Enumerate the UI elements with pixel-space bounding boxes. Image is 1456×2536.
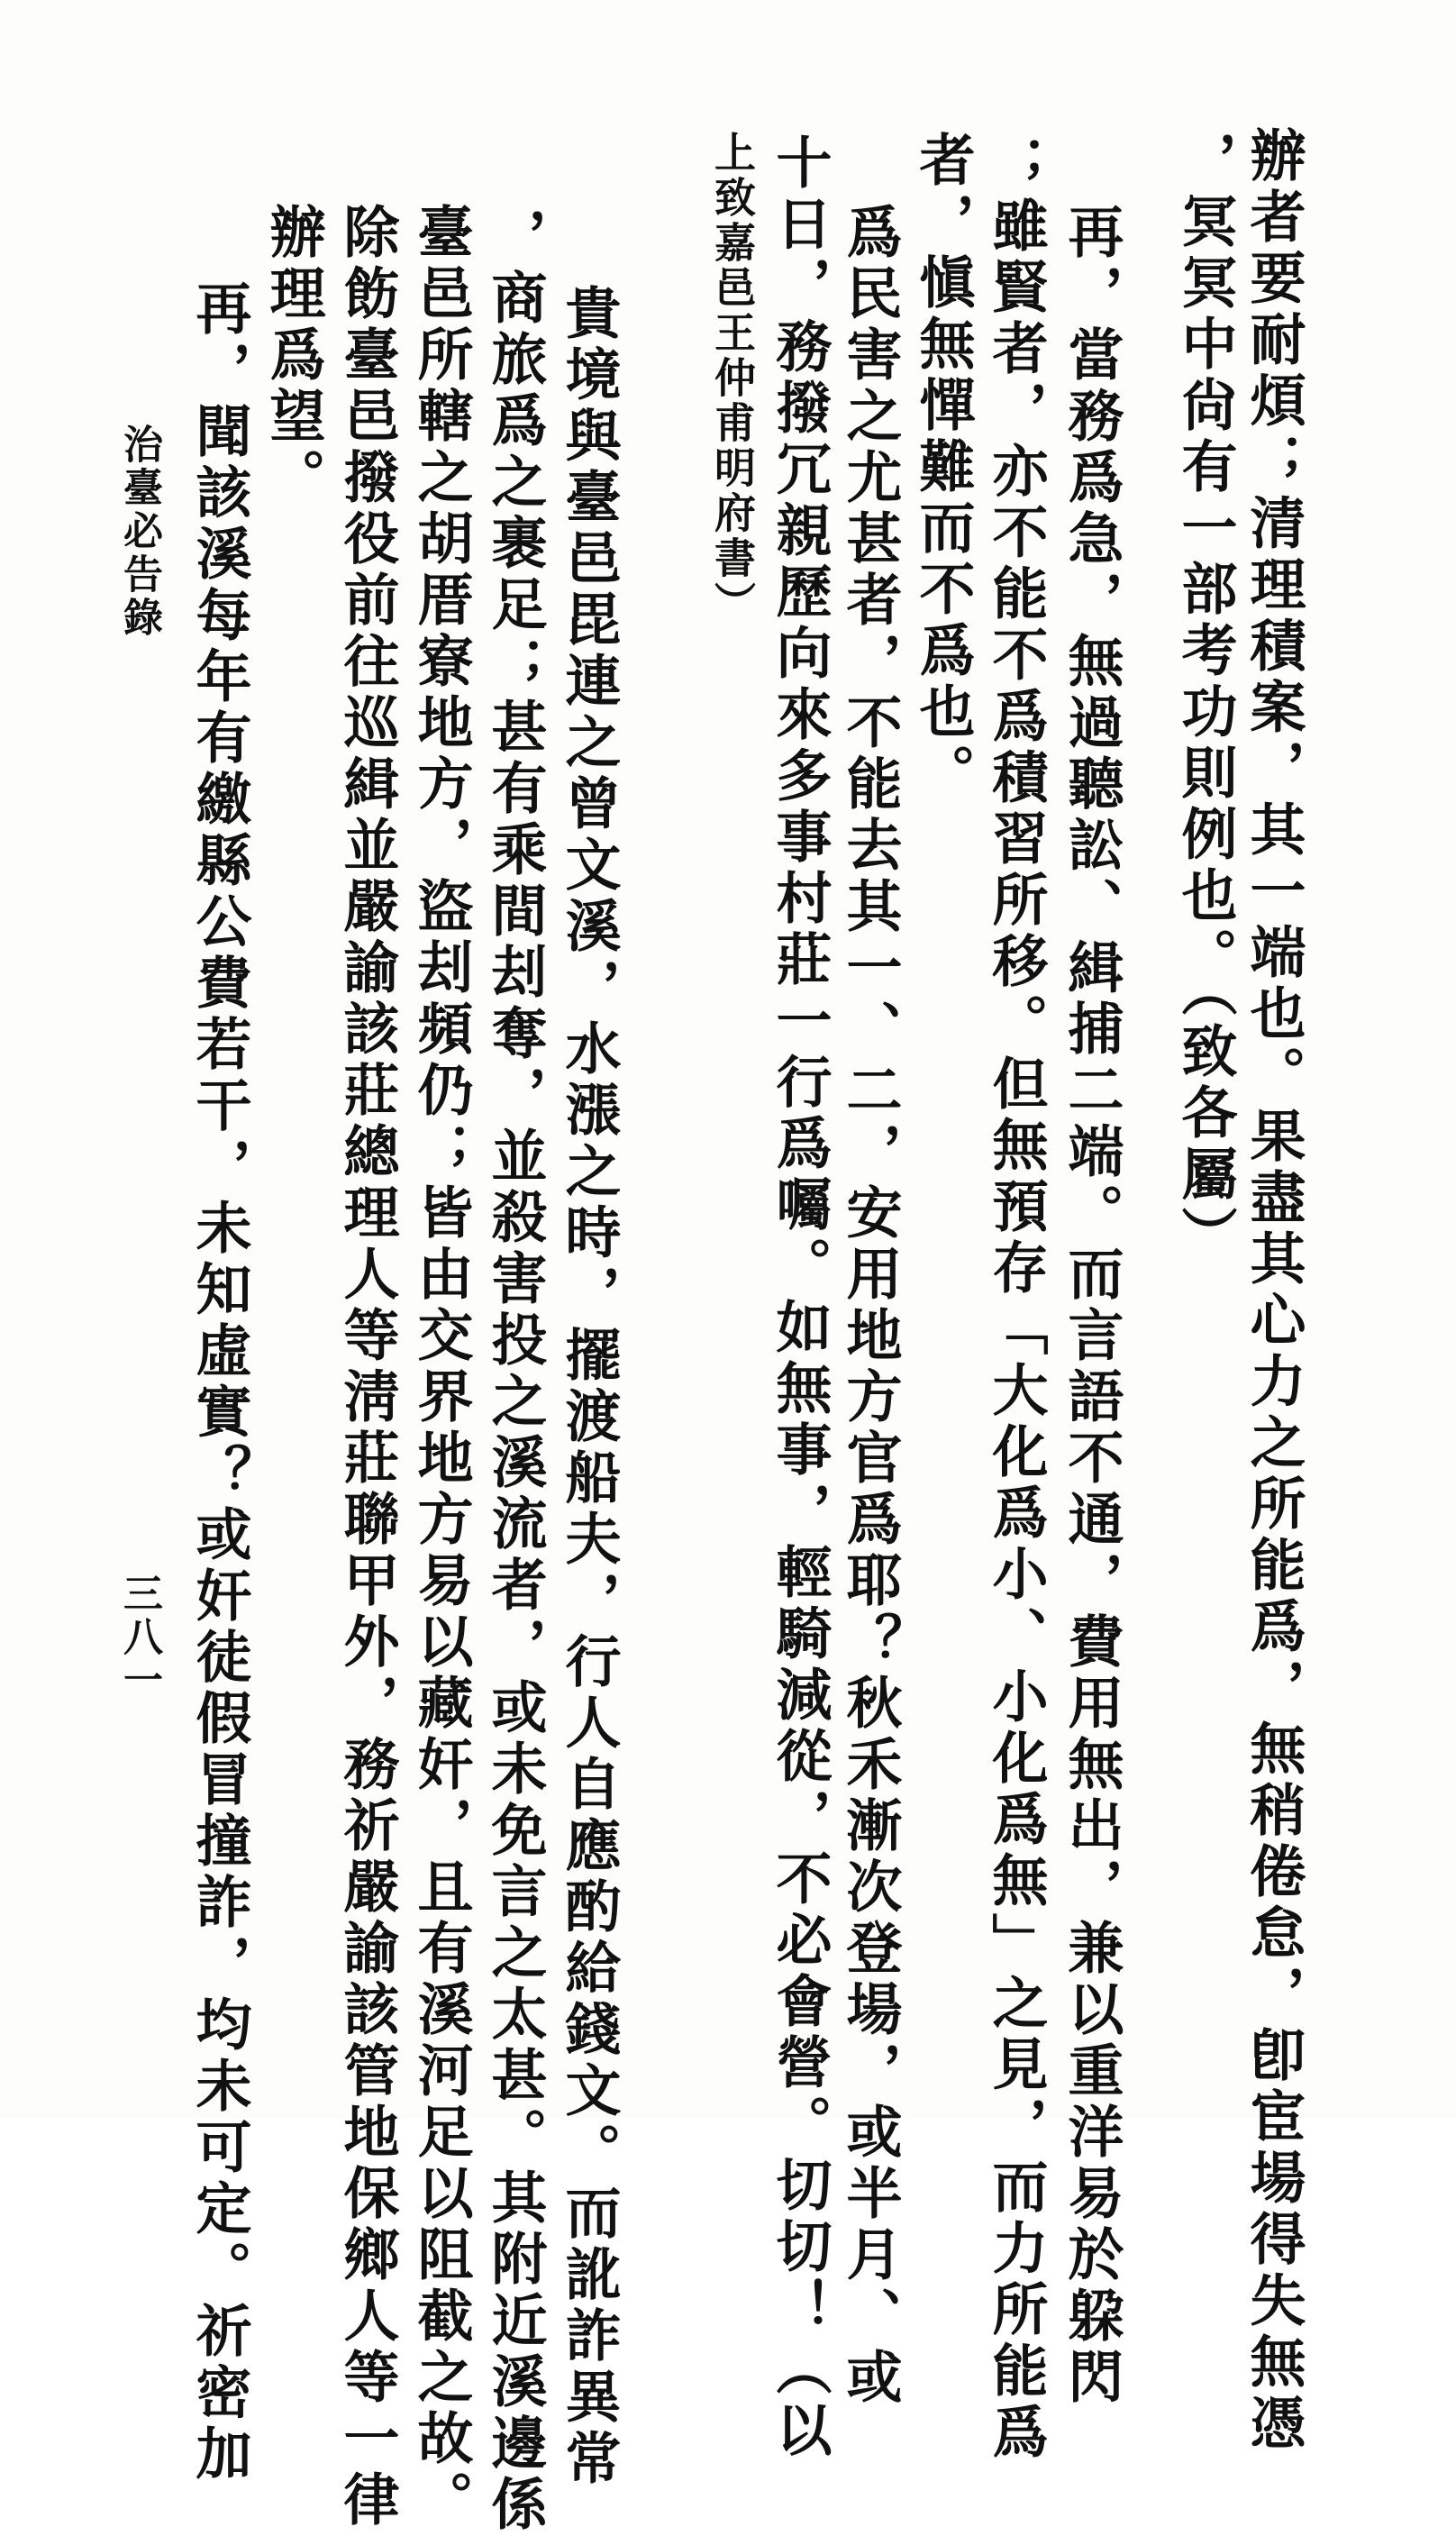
text-column-3: 再，當務爲急，無過聽訟、緝捕二端。而言語不通，費用無出，兼以重洋易於躱閃: [1059, 203, 1124, 2409]
text-column-2: ，冥冥中尙有一部考功則例也。（致各屬）: [1172, 131, 1238, 1267]
running-title: 治臺必告錄: [116, 424, 162, 640]
text-column-10: ，商旅爲之裹足；甚有乘間刦奪，並殺害投之溪流者，或未免言之太甚。其附近溪邊係: [482, 207, 548, 2536]
text-column-4: ；雖賢者，亦不能不爲積習所移。但無預存「大化爲小、小化爲無」之見，而力所能爲: [983, 135, 1049, 2464]
text-column-6: 爲民害之尤甚者，不能去其一、二，安用地方官爲耶？秋禾漸次登場，或半月、或: [837, 203, 903, 2409]
text-column-9: 貴境與臺邑毘連之曾文溪，水漲之時，擺渡船夫，行人自應酌給錢文。而訛詐異常: [556, 284, 622, 2490]
text-column-14: 再，聞該溪每年有繳縣公費若干，未知虛實？或奸徒假冒撞詐，均未可定。祈密加: [187, 279, 252, 2486]
text-column-13: 辦理爲望。: [260, 203, 326, 509]
page-number: 三八一: [116, 1573, 162, 1702]
text-column-1: 辦者要耐煩；清理積案，其一端也。果盡其心力之所能爲，無稍倦怠，卽宦場得失無憑: [1241, 126, 1306, 2455]
text-column-5: 者，愼無憚難而不爲也。: [910, 131, 976, 805]
text-column-8: 上致嘉邑王仲甫明府書）: [708, 131, 757, 626]
text-column-7: 十日，務撥冗親歷向來多事村莊一行爲囑。如無事，輕騎減從，不必會營。切切！（以: [767, 133, 833, 2462]
text-column-11: 臺邑所轄之胡厝寮地方，盜刦頻仍；皆由交界地方易以藏奸，且有溪河足以阻截之故。: [408, 203, 474, 2531]
text-column-12: 除飭臺邑撥役前往巡緝並嚴諭該莊總理人等淸莊聯甲外，務祈嚴諭該管地保鄉人等一律: [334, 203, 400, 2531]
